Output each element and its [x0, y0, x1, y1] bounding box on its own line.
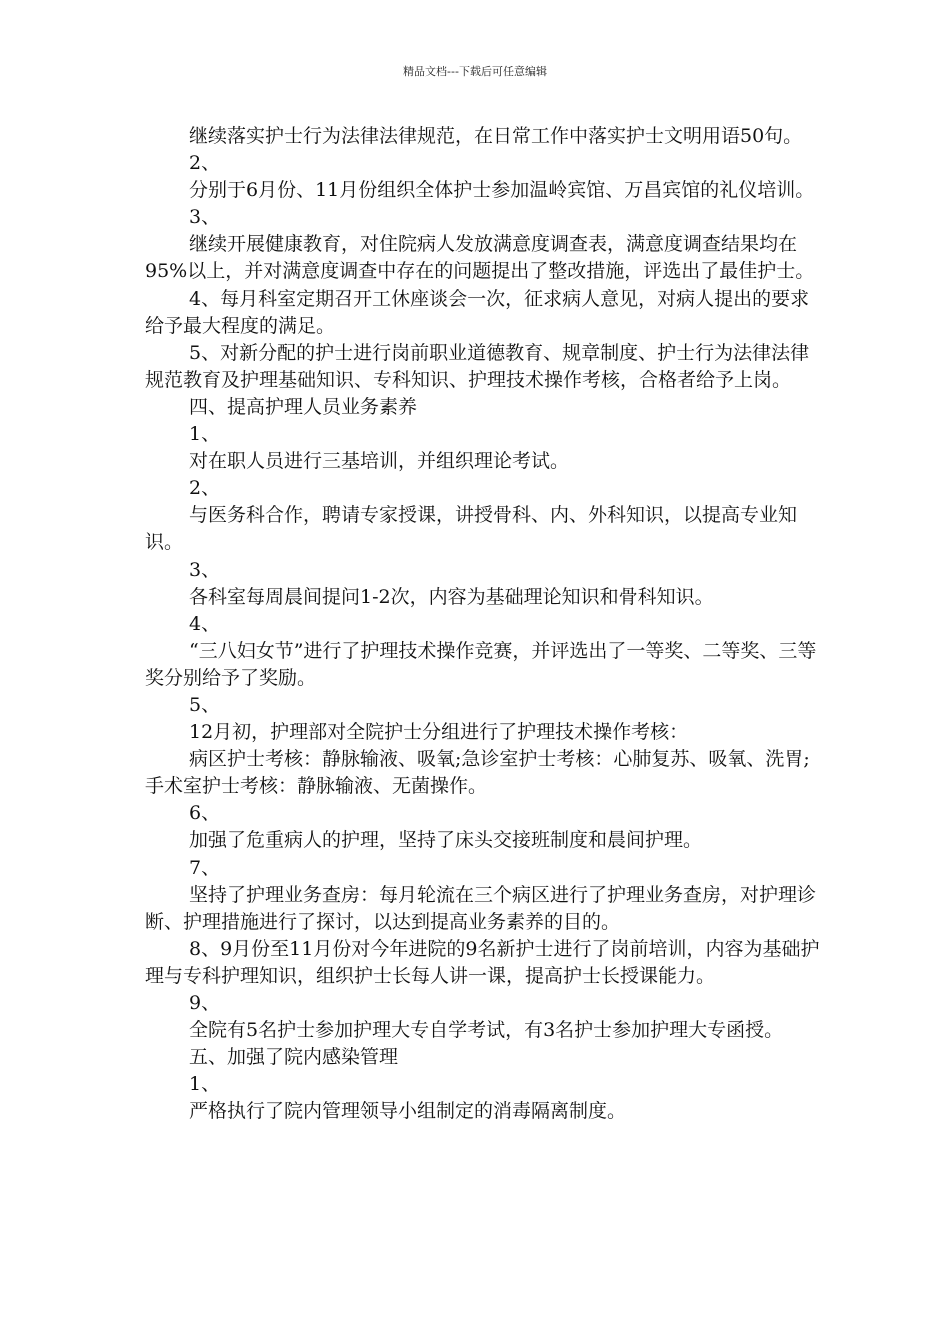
paragraph: 继续落实护士行为法律法律规范，在日常工作中落实护士文明用语50句。	[189, 125, 803, 147]
paragraph: 病区护士考核：静脉输液、吸氧;急诊室护士考核：心肺复苏、吸氧、洗胃;手术室护士考核：静脉输液、无菌操作。	[145, 748, 810, 798]
paragraph: 3、	[189, 558, 221, 581]
paragraph: 严格执行了院内管理领导小组制定的消毒隔离制度。	[189, 1100, 627, 1123]
paragraph: 与医务科合作，聘请专家授课，讲授骨科、内、外科知识，以提高专业知识。	[145, 504, 798, 554]
paragraph: 全院有5名护士参加护理大专自学考试，有3名护士参加护理大专函授。	[189, 1019, 784, 1042]
paragraph: 坚持了护理业务查房：每月轮流在三个病区进行了护理业务查房，对护理诊断、护理措施进行了探讨，以达到提高业务素养的目的。	[145, 883, 817, 933]
paragraph: 5、	[189, 693, 221, 716]
paragraph: 继续开展健康教育，对住院病人发放满意度调查表，满意度调查结果均在95%以上，并对满意度调查中存在的问题提出了整改措施，评选出了最佳护士。	[145, 233, 815, 283]
paragraph: 3、	[189, 206, 221, 229]
paragraph: 加强了危重病人的护理，坚持了床头交接班制度和晨间护理。	[189, 829, 703, 852]
paragraph: 12月初，护理部对全院护士分组进行了护理技术操作考核：	[189, 721, 689, 744]
section-heading: 五、加强了院内感染管理	[189, 1046, 399, 1069]
paragraph: 4、每月科室定期召开工休座谈会一次，征求病人意见，对病人提出的要求给予最大程度的满足。	[145, 287, 810, 337]
paragraph: 7、	[189, 856, 221, 879]
paragraph: 8、9月份至11月份对今年进院的9名新护士进行了岗前培训，内容为基础护理与专科护理知识，组织护士长每人讲一课，提高护士长授课能力。	[145, 937, 820, 987]
paragraph: 4、	[189, 612, 221, 635]
paragraph: 对在职人员进行三基培训，并组织理论考试。	[189, 450, 570, 473]
paragraph: 2、	[189, 152, 221, 175]
paragraph: 各科室每周晨间提问1-2次，内容为基础理论知识和骨科知识。	[189, 585, 714, 608]
paragraph: 6、	[189, 802, 221, 825]
paragraph: 1、	[189, 1073, 221, 1096]
paragraph: 5、对新分配的护士进行岗前职业道德教育、规章制度、护士行为法律法律规范教育及护理基础知识、专科知识、护理技术操作考核，合格者给予上岗。	[145, 341, 810, 391]
paragraph: 9、	[189, 992, 221, 1014]
page-header: 精品文档---下载后可任意编辑	[403, 65, 547, 78]
paragraph: “三八妇女节”进行了护理技术操作竞赛，并评选出了一等奖、二等奖、三等奖分别给予了奖励。	[145, 639, 817, 689]
document-body	[145, 123, 820, 1125]
paragraph: 2、	[189, 477, 221, 500]
paragraph: 分别于6月份、11月份组织全体护士参加温岭宾馆、万昌宾馆的礼仪培训。	[189, 179, 815, 202]
paragraph: 1、	[189, 423, 221, 446]
section-heading: 四、提高护理人员业务素养	[189, 395, 418, 418]
